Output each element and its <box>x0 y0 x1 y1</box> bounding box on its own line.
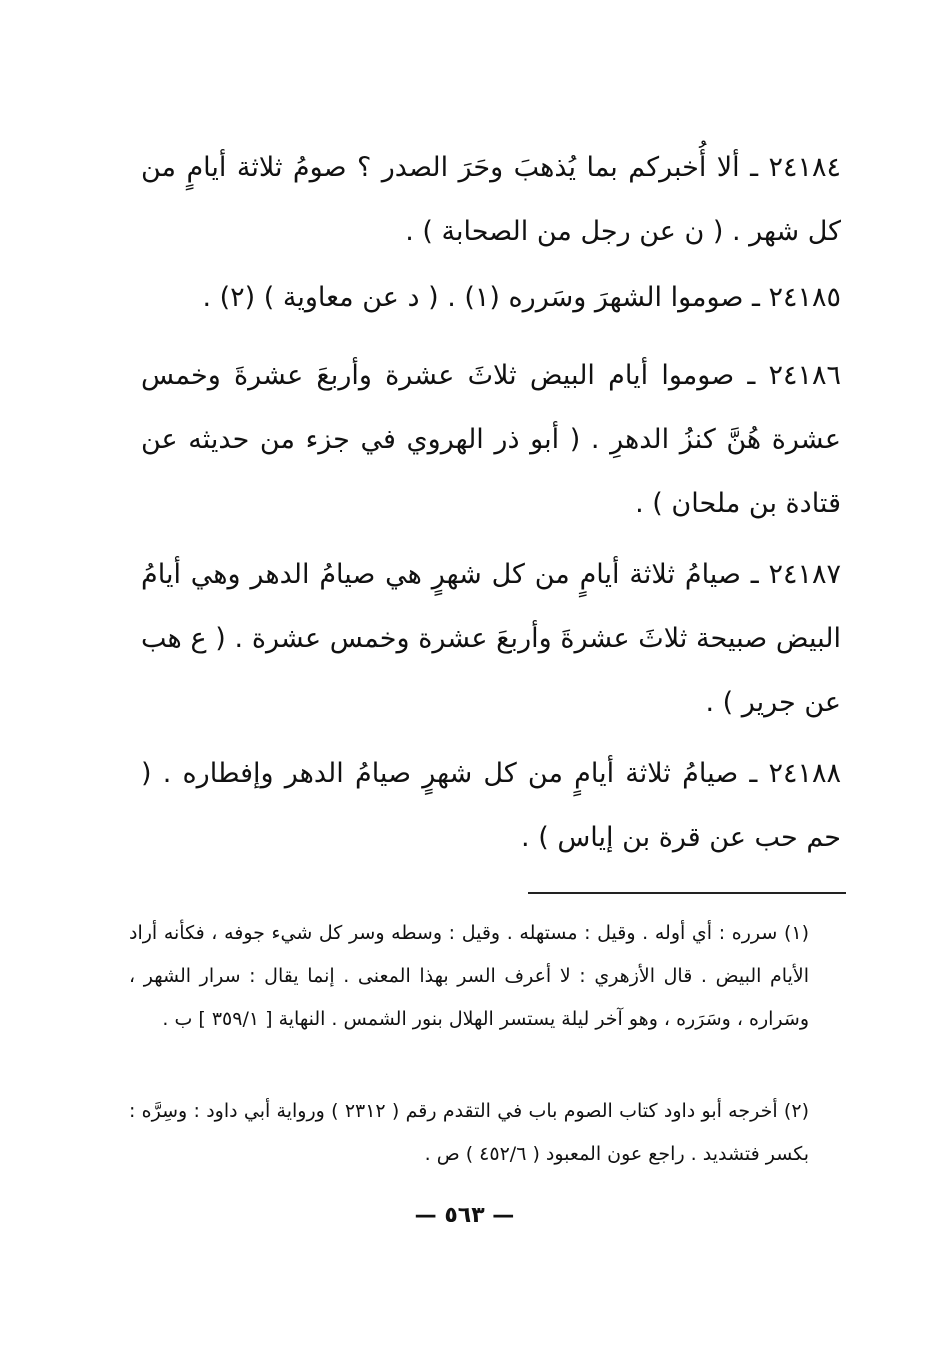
footnote-text: أخرجه أبو داود كتاب الصوم باب في التقدم رقم ( ٢٣١٢ ) ورواية أبي داود : وسِرَّه : بكسر فتشديد . راجع عون المعبود ( ٤٥٢/٦ ) ص . <box>129 1100 809 1165</box>
hadith-text: ـ صوموا الشهرَ وسَرره (١) . ( د عن معاوية ) (٢) . <box>202 282 760 313</box>
hadith-entry <box>141 543 841 735</box>
footnote-marker: (١) <box>783 922 809 944</box>
page-number: — ٥٦٣ — <box>414 1203 515 1228</box>
hadith-number: ٢٤١٨٥ <box>768 282 841 313</box>
footnote <box>129 912 809 1041</box>
footnote-marker: (٢) <box>783 1100 809 1122</box>
hadith-entry <box>141 344 841 536</box>
footnote-divider <box>528 892 846 894</box>
hadith-number: ٢٤١٨٨ <box>768 758 841 789</box>
hadith-entry <box>141 136 841 264</box>
footnote <box>129 1090 809 1176</box>
hadith-text: ـ صوموا أيام البيض ثلاثَ عشرة وأربعَ عشرةَ وخمس عشرة هُنَّ كنزُ الدهرِ . ( أبو ذر الهروي في جزء من حديثه عن قتادة بن ملحان ) . <box>141 360 841 519</box>
hadith-entry <box>141 742 841 870</box>
hadith-number: ٢٤١٨٤ <box>768 152 841 183</box>
footnote-text: سرره : أي أوله . وقيل : مستهله . وقيل : وسطه وسر كل شيء جوفه ، فكأنه أراد الأيام البيض . قال الأزهري : لا أعرف السر بهذا المعنى . إنما يقال : سرار الشهر ، وسَراره ، وسَرَره ، وهو آخر ليلة يستسر الهلال بنور الشمس . النهاية [ ٣٥٩/١ ] ب . <box>129 922 809 1030</box>
hadith-text: ـ صيامُ ثلاثة أيامٍ من كل شهرٍ صيامُ الدهر وإفطاره . ( حم حب عن قرة بن إياس ) . <box>141 758 841 853</box>
hadith-number: ٢٤١٨٧ <box>768 559 841 590</box>
hadith-text: ـ ألا أُخبركم بما يُذهبَ وحَرَ الصدر ؟ صومُ ثلاثة أيامٍ من كل شهر . ( ن عن رجل من الصحابة ) . <box>141 152 841 247</box>
hadith-text: ـ صيامُ ثلاثة أيامٍ من كل شهرٍ هي صيامُ الدهر وهي أيامُ البيض صبيحة ثلاثَ عشرةَ وأربعَ عشرة وخمس عشرة . ( ع هب عن جرير ) . <box>141 559 841 718</box>
hadith-number: ٢٤١٨٦ <box>768 360 841 391</box>
hadith-entry <box>141 266 841 330</box>
